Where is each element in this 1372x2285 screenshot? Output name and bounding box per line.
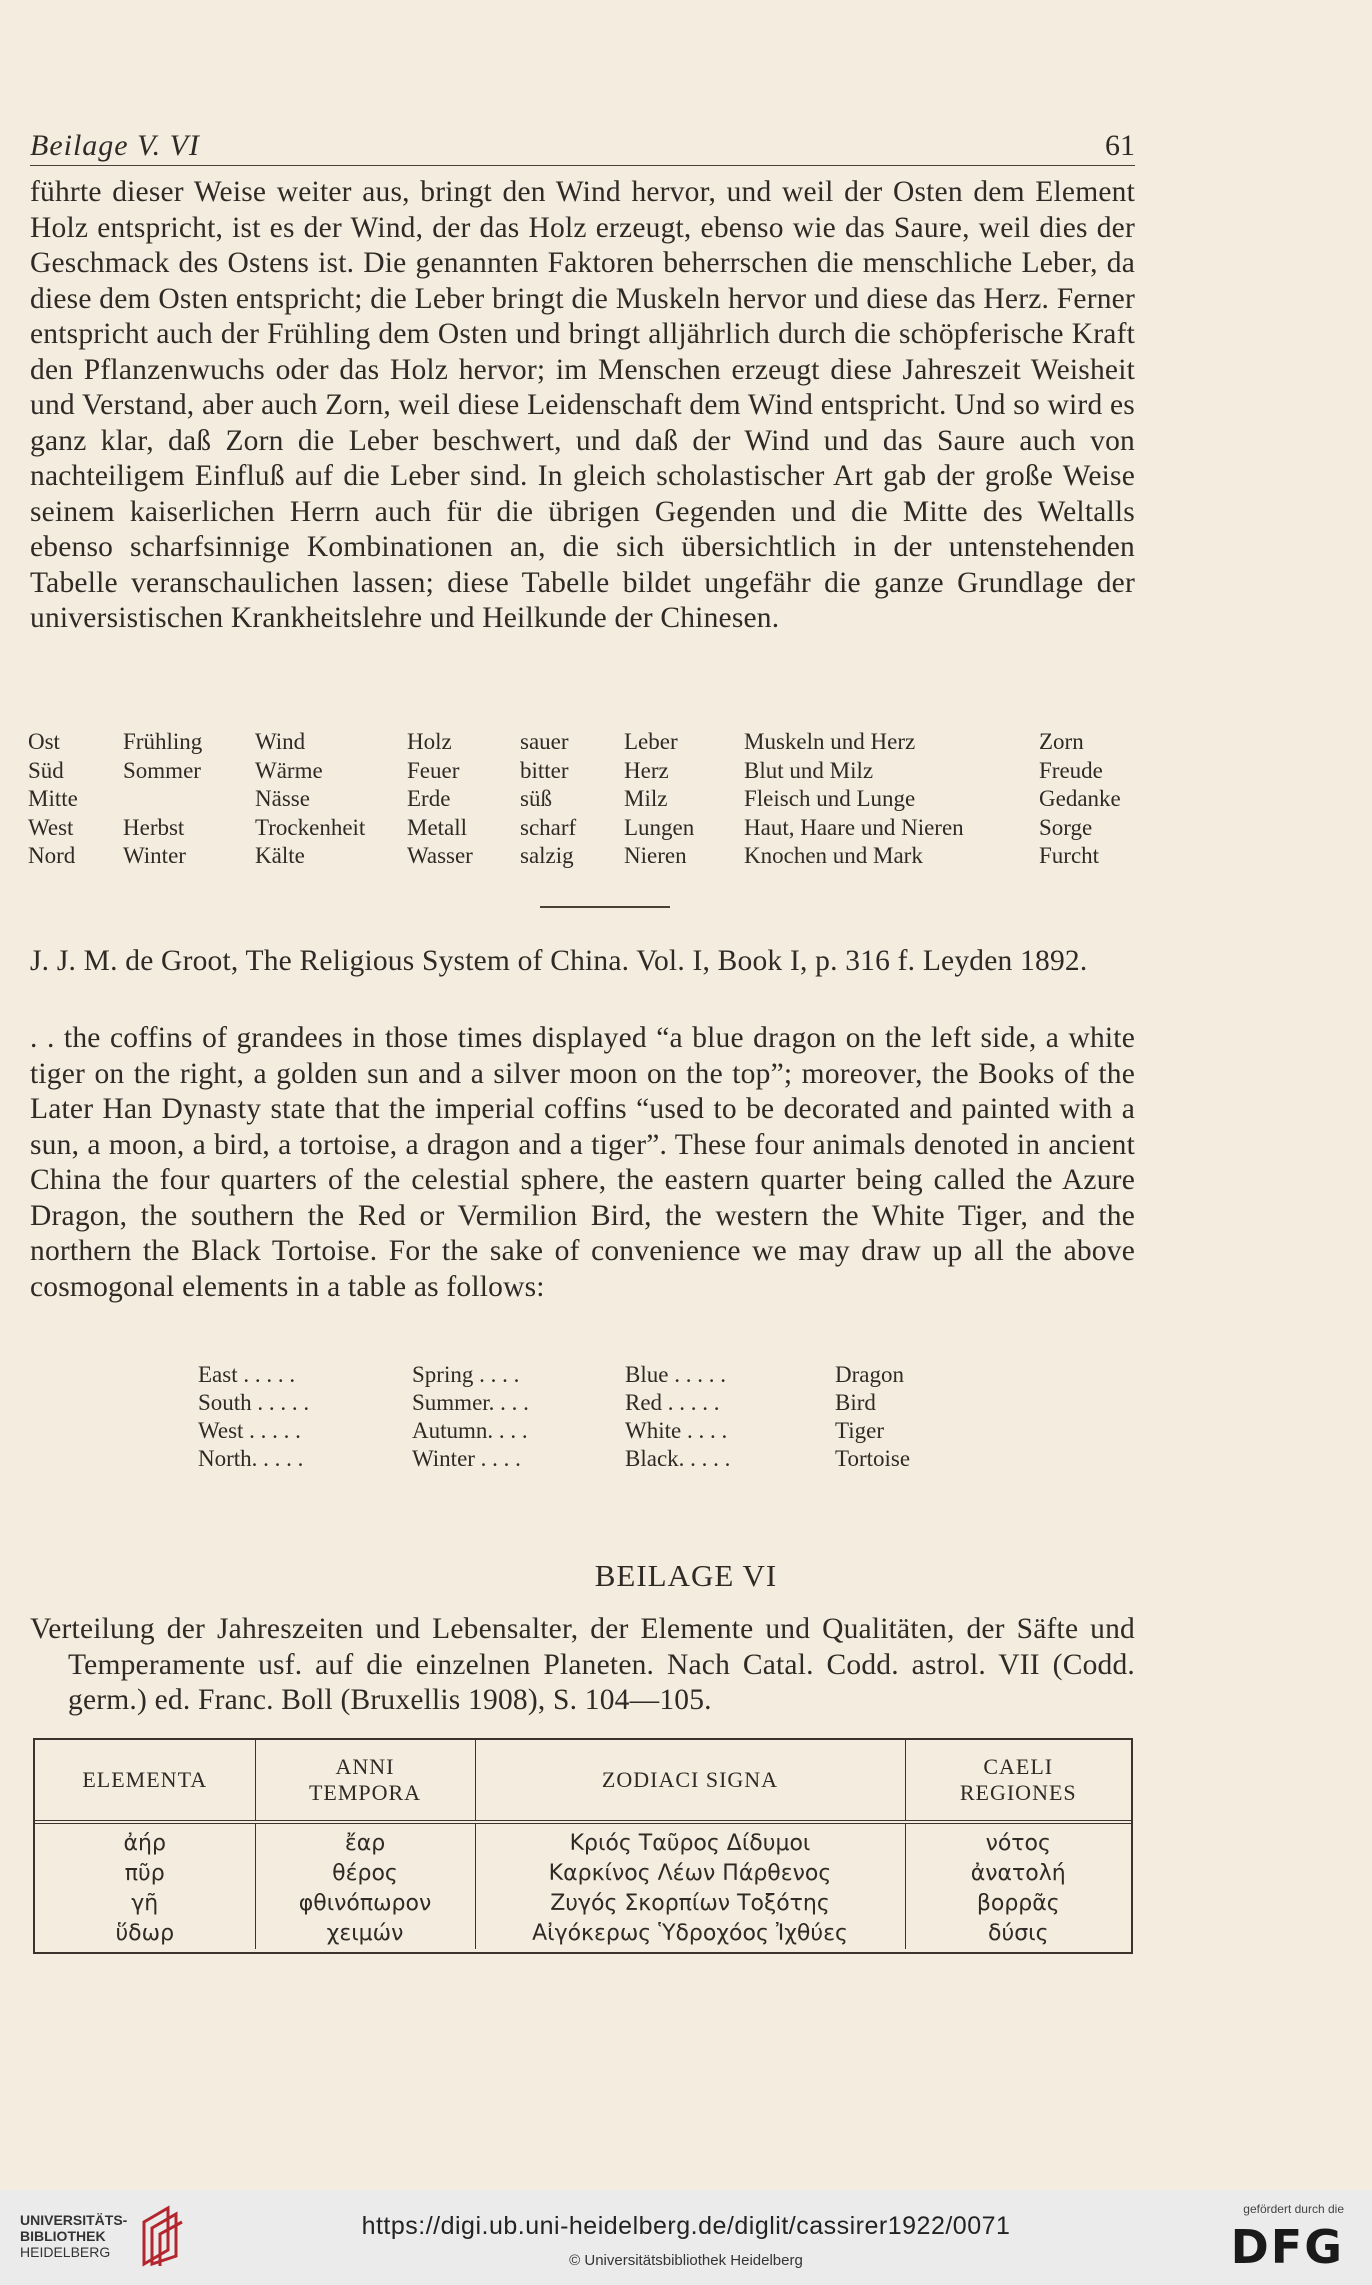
table-cell: χειμών — [255, 1919, 475, 1949]
table-cell: Herbst — [123, 814, 185, 840]
permalink-url[interactable]: https://digi.ub.uni-heidelberg.de/diglit/cassirer1922/0071 — [361, 2212, 1011, 2240]
table-cell: Trockenheit — [255, 814, 366, 840]
table-cell: ἀνατολή — [970, 1861, 1066, 1886]
table-cell: Winter . . . . — [412, 1446, 521, 1471]
table-cell: Erde — [407, 786, 451, 811]
table-cell — [123, 785, 255, 814]
table-row — [28, 728, 1139, 757]
table-cell: Muskeln und Herz — [744, 729, 916, 754]
table-cell: Mitte — [28, 786, 78, 811]
table-cell: Αἰγόκερως Ὑδροχόος Ἰχθύες — [475, 1919, 905, 1949]
header-title: Beilage V. VI — [30, 129, 200, 162]
library-logo-text: UNIVERSITÄTS- BIBLIOTHEK HEIDELBERG — [20, 2212, 128, 2260]
table-cell: Knochen und Mark — [744, 843, 923, 868]
table-cell: βορρᾶς — [976, 1891, 1060, 1916]
table-cell: Bird — [835, 1390, 876, 1415]
table-cell: South . . . . . — [198, 1390, 310, 1415]
table-row — [198, 1389, 945, 1417]
table-cell: θέρος — [255, 1859, 475, 1889]
table-cell: scharf — [520, 814, 577, 840]
table-cell: Blue . . . . . — [625, 1362, 726, 1387]
table-cell: Haut, Haare und Nieren — [744, 814, 964, 840]
column-header: ELEMENTA — [35, 1740, 255, 1822]
table-cell: Blut und Milz — [744, 757, 874, 783]
table-row — [35, 1919, 1131, 1949]
table-cell: φθινόπωρον — [255, 1889, 475, 1919]
table-cell: Frühling — [123, 729, 203, 754]
table-cell: δύσις — [988, 1921, 1049, 1946]
table-cell: Feuer — [407, 757, 460, 783]
table-cell: Wind — [255, 729, 306, 754]
citation-de-groot: J. J. M. de Groot, The Religious System of China. Vol. I, Book I, p. 316 f. Leyden 1892. — [30, 945, 1088, 977]
table-cell: North. . . . . — [198, 1446, 304, 1471]
paragraph-1: führte dieser Weise weiter aus, bringt den Wind hervor, und weil der Osten dem Element Holz entspricht, ist es der Wind, der das Holz erzeugt, ebenso wie das Saure, weil dies der Geschmack des Ostens ist. Die genannten Faktoren beherrschen die menschliche Leber, da diese dem Osten entspricht; die Leber bringt die Muskeln hervor und diese das Herz. Ferner entspricht auch der Frühling dem Osten und bringt alljährlich durch die schöpferische Kraft den Pflanzenwuchs oder das Holz hervor; im Menschen erzeugt diese Jahreszeit Weisheit und Verstand, aber auch Zorn, weil diese Leidenschaft dem Wind entspricht. Und so wird es ganz klar, daß Zorn die Leber beschwert, und daß der Wind und das Saure auch von nachteiligem Einfluß auf die Leber sind. In gleich scholastischer Art gab der große Weise seinem kaiserlichen Herrn auch für die übrigen Gegenden und die Mitte des Weltalls ebenso scharfsinnige Kombinationen an, die sich übersichtlich in der untenstehenden Tabelle veranschaulichen lassen; diese Tabelle bildet ungefähr die ganze Grundlage der universistischen Krankheitslehre und Heilkunde der Chinesen. — [30, 176, 1135, 634]
table-cell: salzig — [520, 843, 574, 868]
table-cell: Furcht — [1039, 843, 1100, 868]
table-cell: Autumn. . . . — [412, 1418, 528, 1443]
table-cell: Summer. . . . — [412, 1390, 529, 1415]
table-cell: Dragon — [835, 1362, 904, 1387]
paragraph-3: Verteilung der Jahreszeiten und Lebensalter, der Elemente und Qualitäten, der Säfte und Temperamente usf. auf die einzelnen Planeten. Nach Catal. Codd. astrol. VII (Codd. germ.) ed. Franc. Boll (Bruxellis 1908), S. 104—105. — [30, 1613, 1135, 1716]
paragraph-2: . . the coffins of grandees in those times displayed “a blue dragon on the left side, a white tiger on the right, a golden sun and a silver moon on the top”; moreover, the Books of the Later Han Dynasty state that the imperial coffins “used to be decorated and painted with a sun, a moon, a bird, a tortoise, a dragon and a tiger”. These four animals denoted in ancient China the four quarters of the celestial sphere, the eastern quarter being called the Azure Dragon, the southern the Red or Vermilion Bird, the western the White Tiger, and the northern the Black Tortoise. For the sake of convenience we may draw up all the above cosmogonal elements in a table as follows: — [30, 1022, 1135, 1303]
table-cell: ἔαρ — [255, 1822, 475, 1859]
table-cell: bitter — [520, 757, 569, 783]
separator-rule — [540, 906, 670, 908]
table-cell: Metall — [407, 814, 468, 840]
table-cell: Sorge — [1039, 814, 1093, 840]
page-number: 61 — [1105, 129, 1135, 162]
column-header: ANNI TEMPORA — [255, 1740, 475, 1822]
table-row — [28, 757, 1139, 786]
planets-table — [33, 1738, 1133, 1954]
running-header — [30, 125, 1135, 166]
table-cell: West — [28, 814, 74, 840]
table-cell: Kälte — [255, 843, 305, 868]
column-header: ZODIACI SIGNA — [475, 1740, 905, 1822]
table-cell: sauer — [520, 729, 569, 754]
table-cell: Sommer — [123, 757, 201, 783]
column-header: CAELI REGIONES — [905, 1740, 1131, 1822]
cosmogonal-table — [198, 1361, 945, 1473]
table-row — [35, 1889, 1131, 1919]
table-cell: White . . . . — [625, 1418, 728, 1443]
copyright-notice: © Universitätsbibliothek Heidelberg — [569, 2252, 803, 2269]
table-row — [35, 1859, 1131, 1889]
elements-table-german — [28, 728, 1139, 871]
table-cell: Leber — [624, 729, 678, 754]
table-cell: Süd — [28, 757, 64, 783]
table-cell: ὕδωρ — [35, 1919, 255, 1949]
table-cell: East . . . . . — [198, 1362, 296, 1387]
table-row — [198, 1445, 945, 1473]
section-heading: BEILAGE VI — [594, 1558, 778, 1593]
table-cell: Κριός Ταῦρος Δίδυμοι — [475, 1822, 905, 1859]
table-row — [198, 1361, 945, 1389]
table-cell: Red . . . . . — [625, 1390, 720, 1415]
table-cell: Wärme — [255, 757, 323, 783]
table-cell: Holz — [407, 729, 452, 754]
table-cell: Winter — [123, 843, 186, 868]
table-row — [35, 1822, 1131, 1859]
dfg-logo: DFG — [1230, 2220, 1344, 2274]
table-cell: Nieren — [624, 843, 687, 868]
table-cell: ἀήρ — [35, 1822, 255, 1859]
table-cell: Zorn — [1039, 729, 1084, 754]
table-row — [28, 785, 1139, 814]
table-row — [28, 842, 1139, 871]
table-cell: Fleisch und Lunge — [744, 786, 916, 811]
table-cell: Tortoise — [835, 1446, 911, 1471]
table-cell: Nord — [28, 843, 76, 868]
table-cell: West . . . . . — [198, 1418, 301, 1443]
funding-note: gefördert durch die — [1243, 2202, 1344, 2216]
table-cell: γῆ — [35, 1889, 255, 1919]
table-cell: Ost — [28, 729, 60, 754]
table-cell: Milz — [624, 786, 668, 811]
table-cell: Καρκίνος Λέων Πάρθενος — [475, 1859, 905, 1889]
table-cell: Lungen — [624, 814, 695, 840]
table-cell: Herz — [624, 757, 669, 783]
table-cell: Spring . . . . — [412, 1362, 520, 1387]
table-cell: Tiger — [835, 1418, 884, 1443]
table-cell: süß — [520, 786, 552, 811]
table-cell: πῦρ — [35, 1859, 255, 1889]
table-cell: Gedanke — [1039, 786, 1121, 811]
table-cell: Wasser — [407, 843, 473, 868]
table-row — [198, 1417, 945, 1445]
footer-bar — [0, 2190, 1372, 2285]
table-cell: Freude — [1039, 757, 1103, 783]
table-cell: Ζυγός Σκορπίων Τοξότης — [475, 1889, 905, 1919]
table-cell: νότος — [985, 1831, 1051, 1856]
table-cell: Nässe — [255, 786, 310, 811]
table-cell: Black. . . . . — [625, 1446, 731, 1471]
table-row — [28, 814, 1139, 843]
